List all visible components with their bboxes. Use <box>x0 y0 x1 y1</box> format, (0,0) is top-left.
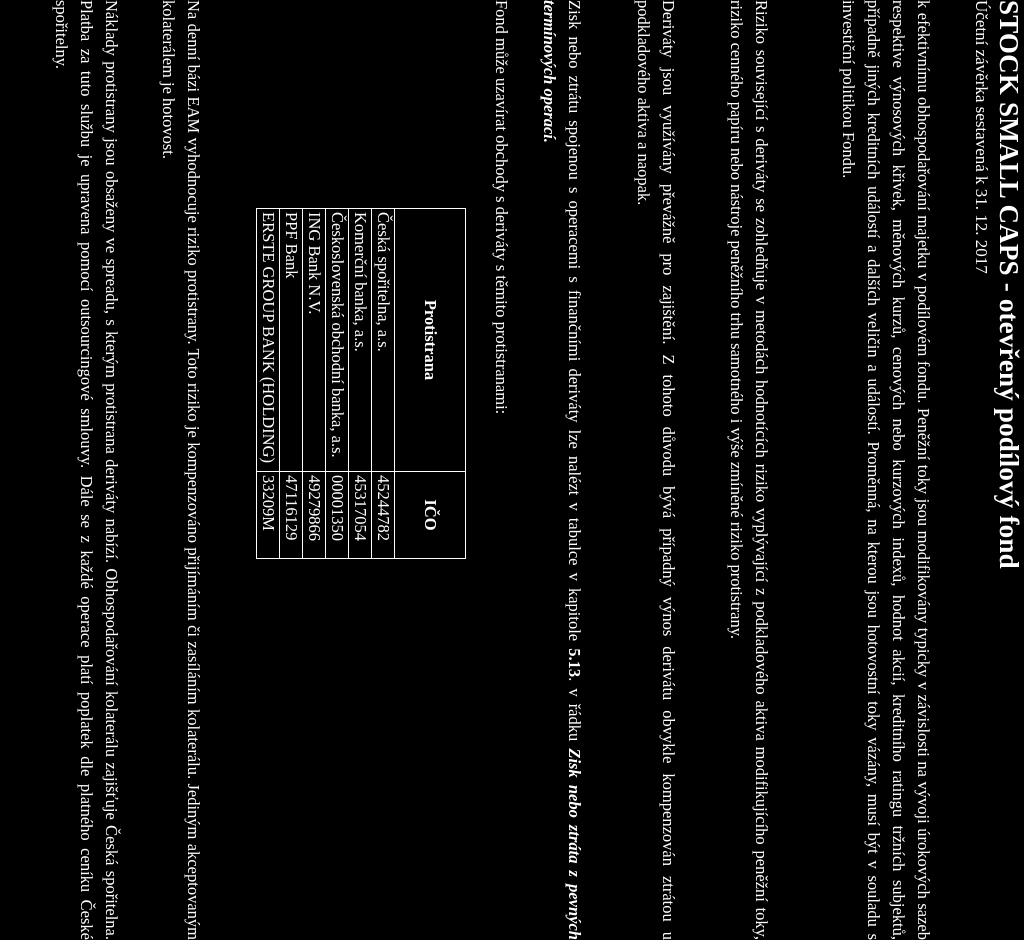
counterparty-table <box>256 208 466 559</box>
table-row <box>326 209 349 559</box>
paragraph-text: Zisk nebo ztrátu spojenou s operacemi s finančními deriváty lze nalézt v tabulce v kapitole <box>565 0 584 649</box>
paragraph-text: Riziko související s deriváty se zohledňuje v metodách hodnotících riziko vyplývající z podkladového aktiva modifikujícího peněžní toky, riziko cenného papíru nebo nástroje peněžního trhu samotného i výše zmíněné riziko protistrany. <box>727 0 771 940</box>
table-row <box>372 209 395 559</box>
table-row <box>257 209 280 559</box>
table-row <box>349 209 372 559</box>
counterparty-name: Československá obchodní banka, a.s. <box>326 209 349 472</box>
table-row <box>303 209 326 559</box>
counterparty-ico: 47116129 <box>280 472 303 559</box>
counterparty-ico: 45317054 <box>349 472 372 559</box>
counterparty-ico: 45244782 <box>372 472 395 559</box>
counterparty-name: ERSTE GROUP BANK (HOLDING) <box>257 209 280 472</box>
table-header-row <box>395 209 466 559</box>
counterparty-name: PPF Bank <box>280 209 303 472</box>
chapter-reference: 5.13 <box>565 648 584 678</box>
counterparty-name: Komerční banka, a.s. <box>349 209 372 472</box>
paragraph-text: Náklady protistrany jsou obsaženy ve spreadu, s kterým protistrana deriváty nabízí. Obhospodařování kolaterálu zajišťuje Česká spořitelna. Platba za tuto službu je upravena pomocí outsourcingové smlouvy. Dále se z každé operace platí poplatek dle platného ceníku České spořitelny. <box>52 0 121 940</box>
column-header-counterparty: Protistrana <box>395 209 466 472</box>
column-header-ico: IČO <box>395 472 466 559</box>
paragraph-text: Deriváty jsou využívány převážně pro zajištění. Z tohoto důvodu bývá případný výnos derivátu obvykle kompenzován ztrátou u podkladového aktiva a naopak. <box>634 0 678 940</box>
paragraph-text: Na denní bázi EAM vyhodnocuje riziko protistrany. Toto riziko je kompenzováno přijímáním či zasíláním kolaterálu. Jediným akceptovaným kolaterálem je hotovost. <box>159 0 203 940</box>
paragraph-counterparty-costs <box>49 0 124 940</box>
paragraph-text: k efektivnímu obhospodařování majetku v podílovém fondu. Peněžní toky jsou modifikovány typicky v závislosti na vývoji úrokových sazeb respektive výnosových křivek, měnových kurzů, cenových nebo kurzových indexů, hodnot akcií, kreditního ratingu tržních subjektů, případně jiných kreditních událostí a dalších veličin a událostí. Proměnná, na kterou jsou hotovostní toky vázány, musí být v souladu s investiční politikou Fondu. <box>839 0 933 940</box>
paragraph-counterparty-risk <box>156 0 206 940</box>
counterparty-name: Česká spořitelna, a.s. <box>372 209 395 472</box>
counterparty-name: ING Bank N.V. <box>303 209 326 472</box>
table-row <box>280 209 303 559</box>
row-reference: Zisk nebo ztráta z pevných termínových operací. <box>540 0 584 940</box>
paragraph-counterparties-intro <box>489 0 514 940</box>
document-title: STOCK SMALL CAPS - otevřený podílový fond <box>994 0 1024 569</box>
paragraph-derivatives-definition <box>836 0 936 940</box>
paragraph-text: . v řádku <box>565 677 584 749</box>
counterparty-ico: 33209M <box>257 472 280 559</box>
counterparty-ico: 00001350 <box>326 472 349 559</box>
document-subtitle: Účetní závěrka sestavená k 31. 12. 2017 <box>972 0 991 274</box>
paragraph-profit-loss <box>537 0 587 940</box>
paragraph-text: Fond může uzavírat obchody s deriváty s těmito protistranami: <box>492 0 511 415</box>
paragraph-hedging <box>631 0 681 940</box>
counterparty-ico: 49279866 <box>303 472 326 559</box>
paragraph-derivative-risk <box>724 0 774 940</box>
